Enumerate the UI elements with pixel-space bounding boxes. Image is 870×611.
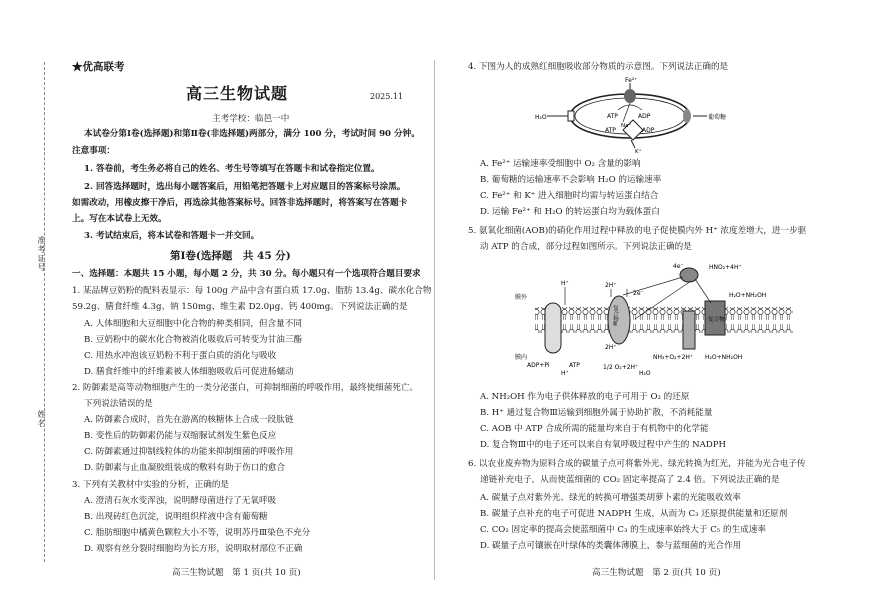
note-2a: 2. 回答选择题时，选出每小题答案后，用铅笔把答题卡上对应题目的答案标号涂黑。 [84, 182, 406, 192]
fig4-atp1-label: ATP [607, 113, 618, 120]
column-divider [434, 60, 435, 580]
fig5-h2o-label: H₂O [639, 370, 651, 377]
q1-option-b: B. 豆奶粉中的碳水化合物被消化吸收后可转变为甘油三酯 [84, 335, 303, 345]
name-label: 姓名 [37, 410, 46, 428]
q3-option-c: C. 脂肪细胞中橘黄色颗粒大小不等，说明苏丹Ⅲ染色不充分 [84, 528, 311, 538]
glucose-transporter-icon [683, 109, 691, 123]
fig5-hplus-bottom-label: H⁺ [561, 370, 569, 377]
q5-stem-a: 5. 氨氧化细菌(AOB)的硝化作用过程中释放的电子促使膜内外 H⁺ 浓度差增大，进一步驱 [468, 226, 807, 236]
exam-date: 2025.11 [370, 92, 404, 101]
q3-stem: 3. 下列有关教材中实验的分析，正确的是 [72, 480, 230, 490]
q1-stem-a: 1. 某品牌豆奶粉的配料表显示：每 100g 产品中含有蛋白质 17.0g、脂肪 13.4g、碳水化合物 [72, 286, 432, 296]
fig5-atp-label: ATP [569, 362, 580, 369]
fig5-hno2-label: HNO₂+4H⁺ [709, 264, 742, 271]
fig5-2e-label: 2e⁻ [633, 290, 644, 297]
q1-option-c: C. 用热水冲泡该豆奶粉不利于蛋白质的消化与吸收 [84, 351, 277, 361]
section-1-heading: 一、选择题：本题共 15 小题，每小题 2 分，共 30 分。每小题只有一个选项符合题目要求 [72, 269, 421, 279]
q6-option-d: D. 碳量子点可镶嵌在叶绿体的类囊体薄膜上，参与蓝细菌的光合作用 [480, 541, 742, 551]
q2-option-c: C. 防御素通过抑制线粒体的功能来抑制细菌的呼吸作用 [84, 447, 294, 457]
q5-stem-b: 动 ATP 的合成，部分过程如图所示。下列说法正确的是 [480, 242, 692, 252]
exam-number-label: 准考证号 [37, 236, 46, 272]
fig5-half-o2-label: 1/2 O₂+2H⁺ [603, 364, 639, 371]
fig5-h2o-nh2oh-label: H₂O+NH₂OH [729, 292, 767, 299]
fig5-nh3-label: NH₃+O₂+2H⁺ [653, 354, 694, 361]
exam-badge: ★优高联考 [72, 61, 125, 73]
note-2b: 如需改动，用橡皮擦干净后，再选涂其他答案标号。回答非选择题时，将答案写在答题卡 [72, 198, 408, 208]
q4-option-a: A. Fe²⁺ 运输速率受细胞中 O₂ 含量的影响 [480, 159, 641, 169]
fe-transporter-icon [624, 89, 636, 103]
q6-option-a: A. 碳量子点对紫外光、绿光的转换可增强类胡萝卜素的光能吸收效率 [480, 493, 741, 503]
q5-option-d: D. 复合物Ⅲ中的电子还可以来自有氧呼吸过程中产生的 NADPH [480, 440, 727, 450]
fig5-complex3-label: 复合物Ⅲ [612, 305, 618, 328]
q1-stem-b: 59.2g、膳食纤维 4.3g、钠 150mg、维生素 D2.0μg、钙 400mg。下列说法正确的是 [72, 302, 408, 312]
q2-stem-a: 2. 防御素是高等动物细胞产生的一类分泌蛋白，可抑制细菌的呼吸作用，最终使细菌死亡。 [72, 383, 419, 393]
fig5-2h-top-label: 2H⁺ [605, 282, 617, 289]
q5-option-c: C. AOB 中 ATP 合成所需的能量均来自于有机物中的化学能 [480, 424, 709, 434]
amo-enzyme-icon [683, 311, 695, 349]
binding-line [44, 62, 45, 562]
fig4-fe-label: Fe²⁺ [625, 77, 638, 84]
q2-stem-b: 下列说法错误的是 [84, 399, 153, 409]
q2-option-b: B. 变性后的防御素仍能与双缩脲试剂发生紫色反应 [84, 431, 277, 441]
lipid-bilayer [535, 307, 793, 333]
fig5-h2o-nh2oh2-label: H₂O+NH₂OH [705, 354, 743, 361]
intro-text: 本试卷分第Ⅰ卷(选择题)和第Ⅱ卷(非选择题)两部分，满分 100 分，考试时间 90 分钟。 [84, 129, 420, 139]
fig5-complex1-label: 复合物Ⅰ [708, 317, 727, 323]
q5-option-b: B. H⁺ 通过复合物Ⅲ运输到细胞外属于协助扩散，不消耗能量 [480, 408, 713, 418]
fig5-2h-bottom-label: 2H⁺ [605, 344, 617, 351]
atp-synthase-icon [545, 303, 561, 353]
page-1-footer: 高三生物试题 第 1 页(共 10 页) [172, 568, 301, 578]
notes-title: 注意事项： [72, 146, 115, 156]
q1-option-d: D. 膳食纤维中的纤维素被人体细胞吸收后可促进肠蠕动 [84, 367, 294, 377]
note-1: 1. 答卷前，考生务必将自己的姓名、考生号等填写在答题卡和试卷指定位置。 [84, 164, 380, 174]
note-3: 3. 考试结束后，将本试卷和答题卡一并交回。 [84, 231, 260, 241]
q4-stem: 4. 下图为人的成熟红细胞吸收部分物质的示意图。下列说法正确的是 [468, 62, 729, 72]
q6-option-b: B. 碳量子点补充的电子可促进 NADPH 生成，从而为 C₃ 还原提供能量和还原剂 [480, 509, 788, 519]
fig5-adp-pi-label: ADP+Pi [527, 362, 550, 369]
page-title: 高三生物试题 [186, 84, 289, 103]
q6-option-c: C. CO₂ 固定率的提高会使蓝细菌中 C₃ 的生成速率始终大于 C₅ 的生成速率 [480, 525, 766, 535]
part-title: 第Ⅰ卷(选择题 共 45 分) [170, 250, 291, 262]
fig4-glucose-label: 葡萄糖 [708, 114, 727, 121]
q3-option-a: A. 澄清石灰水变浑浊，说明酵母菌进行了无氧呼吸 [84, 496, 277, 506]
q1-option-a: A. 人体细胞和大豆细胞中化合物的种类相同，但含量不同 [84, 319, 302, 329]
host-school: 主考学校：临邑一中 [212, 114, 290, 124]
q6-stem-b: 递链补充电子，从而使蓝细菌的 CO₂ 固定率提高了 2.4 倍。下列说法正确的是 [480, 475, 780, 485]
q3-option-d: D. 观察有丝分裂时细胞均为长方形，说明取材部位不正确 [84, 544, 303, 554]
aob-membrane-figure [505, 257, 795, 383]
fig5-hplus-top-label: H⁺ [561, 280, 569, 287]
note-2c: 上。写在本试卷上无效。 [72, 214, 167, 224]
fig5-4e-label: 4e⁻ [673, 263, 684, 270]
q4-option-d: D. 运输 Fe²⁺ 和 H₂O 的转运蛋白均为载体蛋白 [480, 207, 660, 217]
fig4-na-label: Na⁺ [621, 123, 632, 129]
fig5-inside-label: 膜内 [515, 354, 528, 361]
fig4-adp1-label: ADP [638, 113, 651, 120]
q2-option-d: D. 防御素与止血凝胶组装成的敷料有助于伤口的愈合 [84, 463, 286, 473]
q3-option-b: B. 出现砖红色沉淀，说明组织样液中含有葡萄糖 [84, 512, 268, 522]
rbc-transport-figure [535, 74, 735, 154]
fig4-adp2-label: ADP [642, 127, 655, 134]
q4-option-c: C. Fe²⁺ 和 K⁺ 进入细胞时均需与转运蛋白结合 [480, 191, 659, 201]
water-channel-icon [568, 111, 574, 121]
q2-option-a: A. 防御素合成时，首先在游离的核糖体上合成一段肽链 [84, 415, 294, 425]
fig5-outside-label: 膜外 [515, 294, 528, 301]
fig4-h2o-label: H₂O [535, 114, 547, 121]
q6-stem-a: 6. 以农业废弃物为原料合成的碳量子点可将紫外光、绿光转换为红光，并能为光合电子传 [468, 459, 806, 469]
q5-option-a: A. NH₂OH 作为电子供体释放的电子可用于 O₂ 的还原 [480, 392, 690, 402]
fig4-k-label: K⁺ [635, 149, 642, 154]
fig4-atp2-label: ATP [605, 127, 616, 134]
page-2-footer: 高三生物试题 第 2 页(共 10 页) [592, 568, 721, 578]
q4-option-b: B. 葡萄糖的运输速率不会影响 H₂O 的运输速率 [480, 175, 662, 185]
